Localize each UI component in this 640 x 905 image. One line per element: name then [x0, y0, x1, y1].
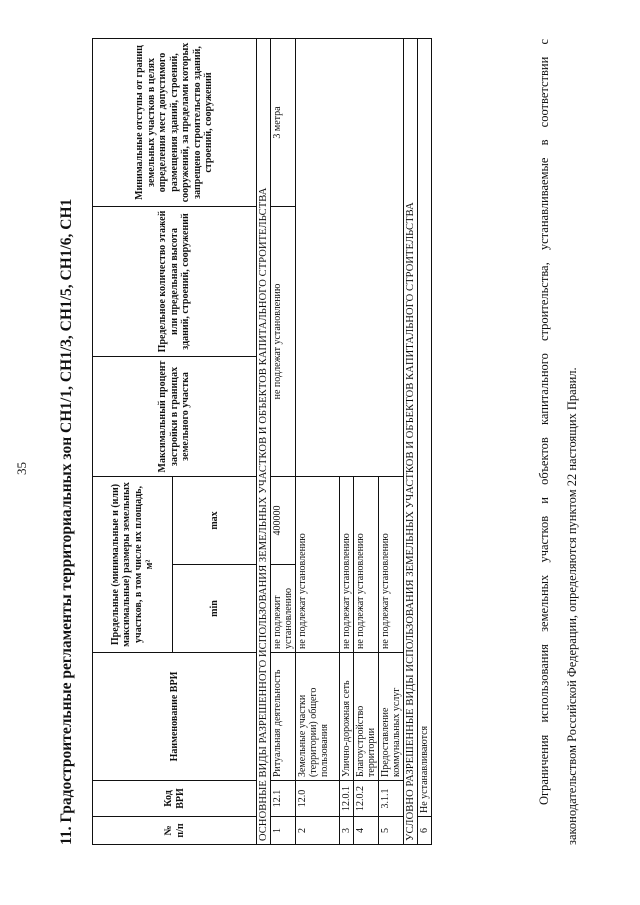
- row-num: 5: [379, 817, 404, 845]
- header-min: min: [173, 565, 257, 653]
- row-minmax: не подлежат установлению: [379, 476, 404, 652]
- table-row: [296, 38, 340, 844]
- section-main: ОСНОВНЫЕ ВИДЫ РАЗРЕШЕННОГО ИСПОЛЬЗОВАНИЯ ЗЕМЕЛЬНЫХ УЧАСТКОВ И ОБЪЕКТОВ КАПИТАЛЬНОГО СТРОИТЕЛЬСТВА: [257, 38, 271, 844]
- header-percent: Максимальный процент застройки в границах земельного участка: [93, 356, 257, 476]
- row-minmax: не подлежат установлению: [340, 476, 354, 652]
- row-num: 3: [340, 817, 354, 845]
- row-name: Улично-дорожная сеть: [340, 653, 354, 781]
- row-code: 12.0.1: [340, 781, 354, 817]
- row-minmax: не подлежат установлению: [354, 476, 379, 652]
- row-num: 4: [354, 817, 379, 845]
- row-num: 1: [271, 817, 296, 845]
- row-code: 12.1: [271, 781, 296, 817]
- row-code: 3.1.1: [379, 781, 404, 817]
- page-title: 11. Градостроительные регламенты территориальных зон СН1/1, СН1/3, СН1/5, СН1/6, СН1: [58, 198, 75, 845]
- header-name: Наименование ВРИ: [93, 653, 257, 781]
- row-percent-floors: не подлежат установлению: [271, 206, 296, 476]
- merged-cell: [296, 38, 404, 476]
- row-code: 12.0.2: [354, 781, 379, 817]
- row-minmax: не подлежат установлению: [296, 476, 340, 652]
- row-min: не подлежит установлению: [271, 565, 296, 653]
- table-row: [271, 38, 296, 844]
- header-code: Код ВРИ: [93, 781, 257, 817]
- row-name: Ритуальная деятельность: [271, 653, 296, 781]
- row-name: Земельные участки (территории) общего пользования: [296, 653, 340, 781]
- row-code: 12.0: [296, 781, 340, 817]
- header-floors: Предельное количество этажей или предельная высота зданий, строений, сооружений: [93, 206, 257, 356]
- regulations-table: [92, 38, 432, 845]
- header-num: № п/п: [93, 817, 257, 845]
- header-setbacks: Минимальные отступы от границ земельных участков в целях определения мест допустимого размещения зданий, строений, сооружений, за пределами которых запрещено строительство зданий, строений, сооружений: [93, 38, 257, 206]
- row-num: 6: [418, 817, 432, 845]
- table-row: [418, 38, 432, 844]
- row-setback: 3 метра: [271, 38, 296, 206]
- section-conditional: УСЛОВНО РАЗРЕШЕННЫЕ ВИДЫ ИСПОЛЬЗОВАНИЯ ЗЕМЕЛЬНЫХ УЧАСТКОВ И ОБЪЕКТОВ КАПИТАЛЬНОГО СТРОИТЕЛЬСТВА: [404, 38, 418, 844]
- header-sizes: Предельные (минимальные и (или) максимальные) размеры земельных участков, в том числе их площадь, м²: [93, 476, 173, 652]
- row-text: Не устанавливаются: [418, 38, 432, 816]
- row-name: Предоставление коммунальных услуг: [379, 653, 404, 781]
- row-name: Благоустройство территории: [354, 653, 379, 781]
- note-paragraph: Ограничения использования земельных участков и объектов капитального строительства, устанавливаемые в соответствии с законодательством Российской Федерации, определяются пунктом 22 настоящих Правил.: [537, 39, 579, 845]
- row-max: 400000: [271, 476, 296, 564]
- row-num: 2: [296, 817, 340, 845]
- header-max: max: [173, 476, 257, 564]
- page-number: 35: [14, 462, 29, 475]
